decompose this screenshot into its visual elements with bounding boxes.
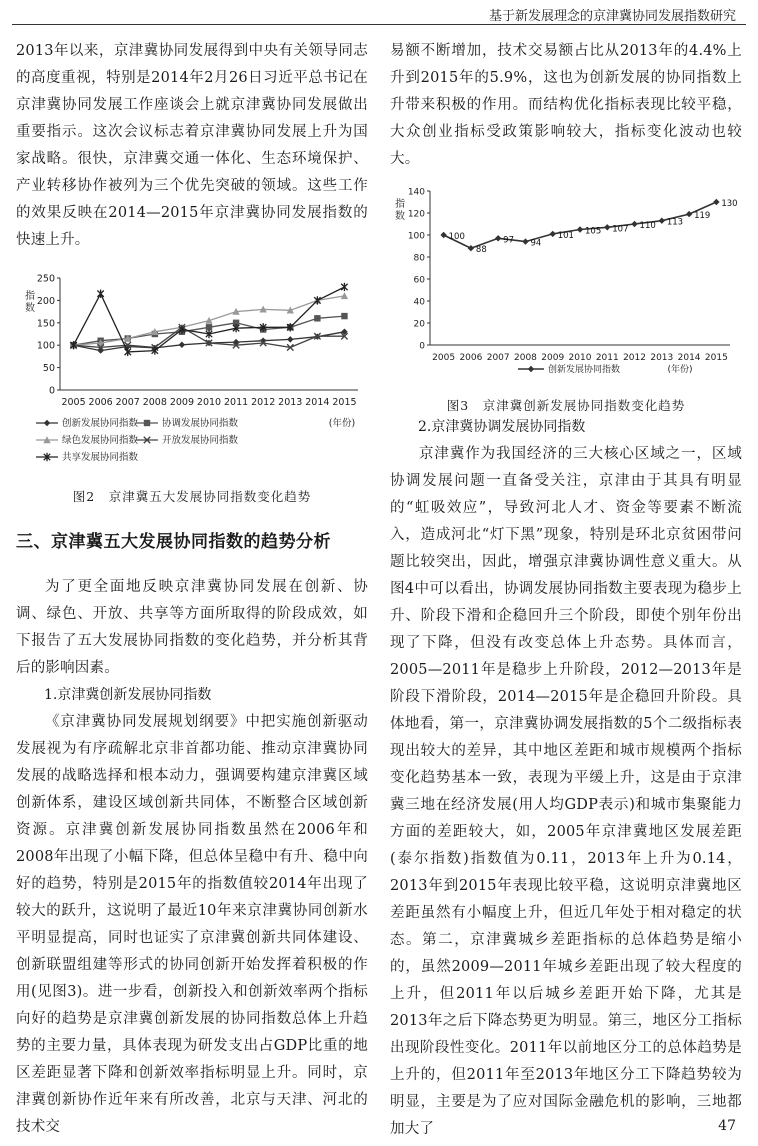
x-axis-label: (年份) bbox=[667, 365, 693, 375]
x-tick-label: 2009 bbox=[541, 353, 565, 363]
legend-marker bbox=[44, 420, 50, 426]
x-tick-label: 2005 bbox=[432, 353, 456, 363]
y-tick-label: 200 bbox=[36, 295, 55, 307]
y-axis-label-char: 数 bbox=[25, 303, 35, 314]
x-tick-label: 2010 bbox=[196, 397, 222, 408]
data-label: 97 bbox=[503, 235, 515, 246]
y-axis-label bbox=[395, 197, 405, 222]
y-tick-label: 100 bbox=[36, 340, 55, 352]
legend-item bbox=[36, 417, 139, 429]
y-tick-label: 60 bbox=[413, 275, 425, 286]
x-tick-label: 2008 bbox=[142, 397, 167, 408]
data-point bbox=[97, 289, 103, 297]
x-tick-label: 2011 bbox=[595, 353, 619, 363]
figure-3-caption: 图3 京津冀创新发展协同指数变化趋势 bbox=[446, 398, 686, 413]
x-tick-label: 2014 bbox=[305, 397, 330, 408]
data-label: 88 bbox=[475, 245, 487, 256]
data-point bbox=[314, 315, 320, 321]
data-label: 94 bbox=[530, 238, 542, 249]
left-paragraph-1: 2013年以来，京津冀协同发展得到中央有关领导同志的高度重视，特别是2014年2月26日习近平总书记在京津冀协同发展工作座谈会上就京津冀协同发展做出重要指示。这次会议标志着京津冀协同发展上升为国家战略。很快，京津冀交通一体化、生态环境保护、产业转移协作被列为三个优先突破的领域。这些工作的效果反映在2014—2015年京津冀协同发展指数的快速上升。 bbox=[16, 43, 368, 248]
left-paragraph-2: 为了更全面地反映京津冀协同发展在创新、协调、绿色、开放、共享等方面所取得的阶段成效，如下报告了五大发展协同指数的变化趋势，并分析其背后的影响因素。 bbox=[16, 579, 368, 676]
left-column bbox=[16, 38, 368, 1141]
data-point bbox=[550, 231, 556, 237]
data-point bbox=[287, 336, 293, 342]
y-tick-label: 100 bbox=[407, 231, 425, 242]
header-rule bbox=[12, 24, 746, 25]
data-label: 119 bbox=[694, 211, 711, 222]
y-tick-label: 120 bbox=[407, 209, 425, 220]
data-point bbox=[179, 342, 185, 348]
y-tick-label: 40 bbox=[413, 297, 425, 308]
legend-marker bbox=[144, 420, 150, 426]
y-tick-label: 140 bbox=[407, 187, 425, 198]
x-tick-label: 2013 bbox=[278, 397, 303, 408]
data-label: 100 bbox=[448, 232, 465, 242]
data-point bbox=[206, 324, 212, 330]
legend-marker bbox=[528, 366, 534, 372]
data-point bbox=[713, 199, 719, 205]
subsection-2-title: 2.京津冀协调发展协同指数 bbox=[418, 419, 586, 435]
x-tick-label: 2012 bbox=[251, 397, 276, 408]
x-tick-label: 2008 bbox=[514, 353, 537, 363]
data-label: 105 bbox=[585, 226, 602, 237]
x-tick-label: 2015 bbox=[332, 397, 357, 408]
y-tick-label: 250 bbox=[36, 273, 55, 285]
data-label: 110 bbox=[639, 221, 656, 231]
x-tick-label: 2006 bbox=[459, 353, 483, 363]
legend-label: 创新发展协同指数 bbox=[62, 418, 139, 429]
x-tick-label: 2005 bbox=[61, 397, 86, 408]
x-tick-label: 2012 bbox=[623, 353, 646, 363]
data-point bbox=[341, 292, 348, 299]
section-3-title: 三、京津冀五大发展协同指数的趋势分析 bbox=[16, 532, 331, 552]
x-tick-label: 2009 bbox=[169, 397, 195, 408]
data-label: 130 bbox=[721, 199, 738, 209]
figure-2-chart bbox=[16, 264, 368, 479]
data-point bbox=[659, 218, 665, 224]
figure-3-chart bbox=[390, 183, 742, 388]
running-head bbox=[0, 0, 758, 26]
left-paragraph-3: 《京津冀协同发展规划纲要》中把实施创新驱动发展视为有序疏解北京非首都功能、推动京津冀协同发展的战略选择和根本动力，强调要构建京津冀区域创新体系，建设区域创新共同体，不断整合区域创新资源。京津冀创新发展协同指数虽然在2006年和2008年出现了小幅下降，但总体呈稳中有升、稳中向好的趋势，特别是2015年的指数值较2014年出现了较大的跃升，这说明了最近10年来京津冀协同创新水平明显提高，同时也证实了京津冀创新共同体建设、创新联盟组建等形式的协同创新开始发挥着积极的作用(见图3)。进一步看，创新投入和创新效率两个指标向好的趋势是京津冀创新发展的协同指数总体上升趋势的主要力量，具体表现为研发支出占GDP比重的地区差距显著下降和创新效率指标明显上升。同时，京津冀创新协作近年来有所改善，北京与天津、河北的技术交 bbox=[16, 714, 368, 1135]
legend-label: 绿色发展协同指数 bbox=[62, 435, 139, 446]
right-column bbox=[390, 38, 742, 1143]
figure-3 bbox=[390, 183, 742, 414]
legend-item bbox=[136, 434, 239, 446]
legend-label: 协调发展协同指数 bbox=[162, 418, 239, 429]
legend-item bbox=[36, 451, 139, 463]
y-tick-label: 80 bbox=[413, 253, 425, 264]
data-point bbox=[631, 221, 637, 227]
y-tick-label: 150 bbox=[36, 318, 55, 330]
y-tick-label: 0 bbox=[48, 385, 55, 397]
subsection-1-title: 1.京津冀创新发展协同指数 bbox=[44, 687, 212, 703]
x-tick-label: 2010 bbox=[568, 353, 592, 363]
right-paragraph-2: 京津冀作为我国经济的三大核心区域之一，区域协调发展问题一直备受关注，京津由于其具有明显的“虹吸效应”，导致河北人才、资金等要素不断流入，造成河北“灯下黑”现象，特别是环北京贫困带问题比较突出，因此，增强京津冀协调性意义重大。从图4中可以看出，协调发展协同指数主要表现为稳步上升、阶段下滑和企稳回升三个阶段，即使个别年份出现了下降，但没有改变总体上升态势。具体而言，2005—2011年是稳步上升阶段，2012—2013年是阶段下滑阶段，2014—2015年是企稳回升阶段。具体地看，第一，京津冀协调发展指数的5个二级指标表现出较大的差异，其中地区差距和城市规模两个指标变化趋势基本一致，表现为平缓上升，这是由于京津冀三地在经济发展(用人均GDP表示)和城市集聚能力方面的差距较大，如，2005年京津冀地区发展差距(泰尔指数)指数值为0.11，2013年上升为0.14，2013年到2015年表现比较平稳，这说明京津冀地区差距虽然有小幅度上升，但近几年处于相对稳定的状态。第二，京津冀城乡差距指标的总体趋势是缩小的，虽然2009—2011年城乡差距出现了较大程度的上升，但2011年以后城乡差距开始下降，尤其是2013年之后下降态势更为明显。第三，地区分工指标出现阶段性变化。2011年以前地区分工的总体趋势是上升的，但2011年至2013年地区分工下降趋势较为明显，主要是为了应对国际金融危机的影响，三地都加大了 bbox=[390, 446, 742, 1137]
data-point bbox=[522, 238, 528, 244]
data-point bbox=[577, 226, 583, 232]
y-axis-label bbox=[25, 289, 35, 314]
data-point bbox=[440, 232, 446, 238]
x-tick-label: 2014 bbox=[677, 353, 701, 363]
page-number: 47 bbox=[718, 1118, 736, 1134]
figure-2 bbox=[16, 264, 368, 505]
x-tick-label: 2015 bbox=[704, 353, 728, 363]
y-tick-label: 20 bbox=[413, 319, 425, 330]
data-point bbox=[341, 313, 347, 319]
y-axis-label-char: 指 bbox=[395, 199, 405, 210]
y-tick-label: 50 bbox=[42, 363, 55, 375]
x-tick-label: 2011 bbox=[223, 397, 249, 408]
x-tick-label: 2013 bbox=[650, 353, 674, 363]
data-point bbox=[495, 235, 501, 241]
data-point bbox=[604, 224, 610, 230]
y-axis-label-char: 指 bbox=[25, 291, 35, 302]
legend-label: 开放发展协同指数 bbox=[162, 435, 239, 446]
legend-item bbox=[518, 363, 620, 375]
data-point bbox=[686, 211, 692, 217]
y-axis-label-char: 数 bbox=[395, 211, 405, 222]
data-label: 113 bbox=[666, 217, 684, 228]
legend-label: 创新发展协同指数 bbox=[548, 365, 621, 375]
legend-item bbox=[136, 417, 239, 429]
x-tick-label: 2007 bbox=[486, 353, 510, 363]
x-tick-label: 2007 bbox=[115, 397, 140, 408]
x-tick-label: 2006 bbox=[88, 397, 113, 408]
figure-2-caption: 图2 京津冀五大发展协同指数变化趋势 bbox=[72, 489, 312, 504]
data-point bbox=[341, 283, 347, 291]
data-label: 101 bbox=[557, 230, 574, 241]
x-axis-label: (年份) bbox=[328, 418, 356, 429]
data-label: 107 bbox=[612, 224, 629, 235]
legend-label: 共享发展协同指数 bbox=[62, 452, 139, 463]
legend-item bbox=[36, 434, 139, 446]
y-tick-label: 0 bbox=[419, 341, 425, 352]
running-head-title: 基于新发展理念的京津冀协同发展指数研究 bbox=[488, 9, 736, 24]
data-point bbox=[468, 245, 474, 251]
right-paragraph-1: 易额不断增加，技术交易额占比从2013年的4.4%上升到2015年的5.9%，这也为创新发展的协同指数上升带来积极的作用。而结构优化指标表现比较平稳，大众创业指标受政策影响较大，指标变化波动也较大。 bbox=[390, 43, 742, 167]
